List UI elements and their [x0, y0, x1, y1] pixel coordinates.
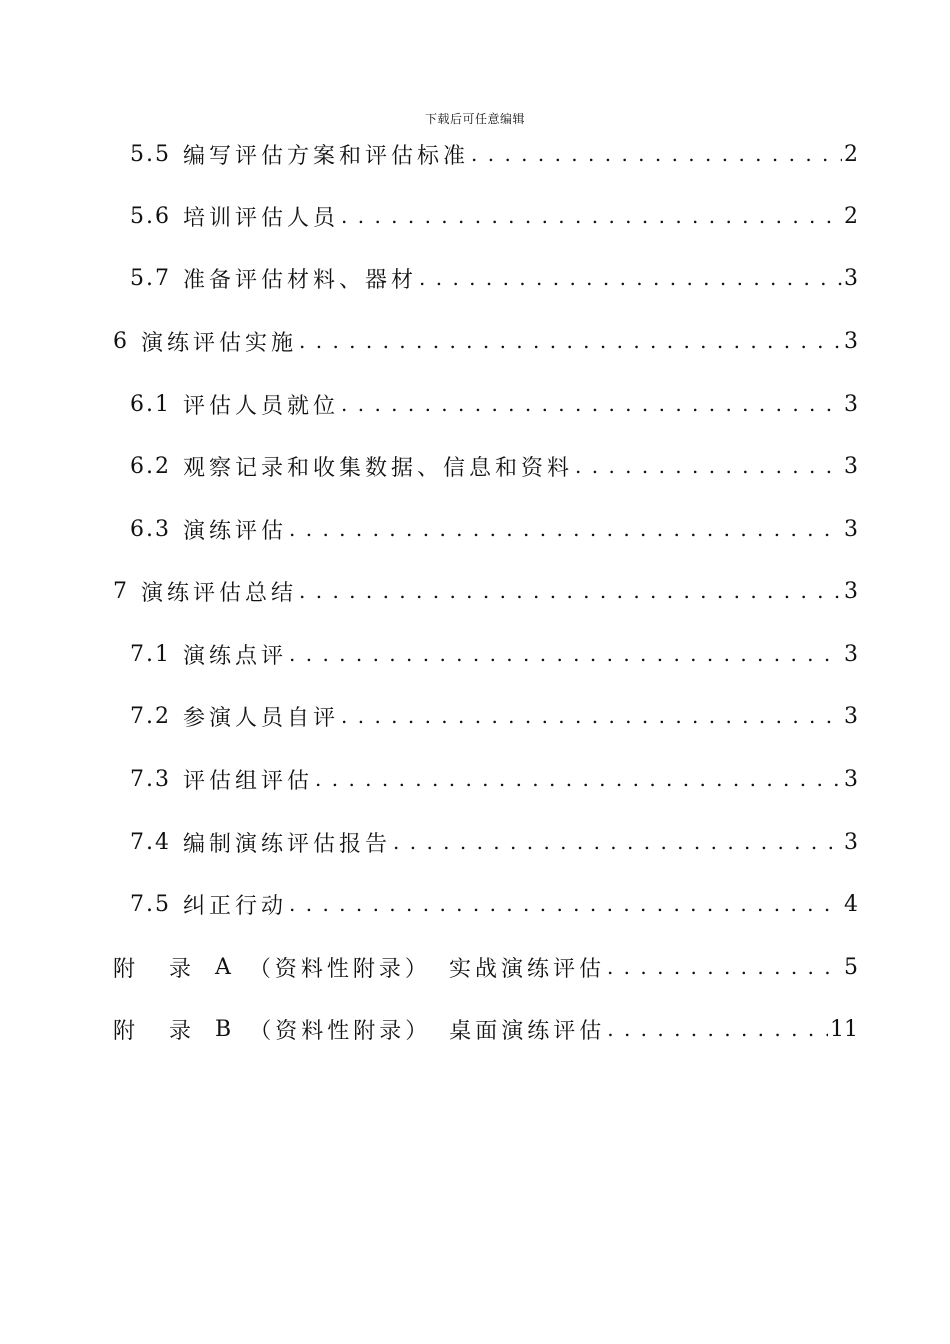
toc-entry-page: 3 [844, 516, 858, 542]
dot-leader [393, 829, 842, 855]
appendix-type: （资料性附录） [249, 1018, 432, 1044]
toc-entry[interactable] [113, 321, 858, 361]
dot-leader [607, 954, 842, 980]
toc-entry-title: 准备评估材料、器材 [183, 267, 418, 293]
dot-leader [471, 141, 842, 167]
toc-entry-page: 3 [844, 703, 858, 729]
toc-entry-number: 7.5 [130, 891, 171, 917]
appendix-title: 实战演练评估 [448, 956, 605, 982]
toc-appendix-entry[interactable] [113, 947, 858, 987]
toc-entry-page: 2 [844, 203, 858, 229]
toc-entry-page: 11 [830, 1016, 858, 1042]
toc-entry-page: 3 [844, 265, 858, 291]
toc-entry-title: 演练点评 [183, 643, 288, 669]
toc-entry-title: 纠正行动 [183, 893, 288, 919]
toc-entry-page: 3 [844, 829, 858, 855]
toc-entry[interactable] [130, 446, 858, 486]
appendix-type: （资料性附录） [248, 956, 431, 982]
appendix-label-char: 附 [113, 1018, 136, 1044]
toc-entry-title: 编写评估方案和评估标准 [183, 143, 470, 169]
toc-entry-number: 6.2 [130, 453, 171, 479]
toc-entry-title: 演练评估总结 [141, 580, 298, 606]
page-header: 下载后可任意编辑 [424, 112, 525, 126]
toc-entry-number: 7.4 [130, 829, 171, 855]
dot-leader [289, 641, 842, 667]
appendix-label-char: 录 [169, 956, 192, 982]
toc-entry-title: 培训评估人员 [183, 205, 340, 231]
toc-entry-page: 3 [844, 641, 858, 667]
dot-leader [419, 265, 842, 291]
dot-leader [299, 578, 842, 604]
dot-leader [341, 203, 842, 229]
dot-leader [607, 1016, 828, 1042]
dot-leader [575, 453, 842, 479]
dot-leader [341, 703, 842, 729]
dot-leader [289, 891, 842, 917]
toc-entry-page: 3 [844, 328, 858, 354]
toc-entry-number: 7.3 [130, 766, 171, 792]
toc-entry-title: 观察记录和收集数据、信息和资料 [183, 455, 574, 481]
toc-entry-page: 3 [844, 453, 858, 479]
appendix-letter: B [215, 1016, 232, 1042]
appendix-label-char: 附 [113, 956, 136, 982]
toc-entry-number: 6 [113, 328, 129, 354]
toc-entry-number: 7.1 [130, 641, 171, 667]
toc-entry-title: 评估组评估 [183, 768, 314, 794]
appendix-title: 桌面演练评估 [449, 1018, 606, 1044]
toc-entry[interactable] [130, 384, 858, 424]
toc-entry[interactable] [130, 884, 858, 924]
toc-entry-title: 编制演练评估报告 [183, 831, 392, 857]
dot-leader [289, 516, 842, 542]
toc-entry-page: 2 [844, 141, 858, 167]
appendix-letter: A [215, 954, 231, 980]
dot-leader [299, 328, 842, 354]
toc-entry-number: 5.5 [130, 141, 171, 167]
toc-entry-number: 7 [113, 578, 129, 604]
toc-entry-page: 5 [844, 954, 858, 980]
toc-appendix-entry[interactable] [113, 1009, 858, 1049]
toc-entry-title: 演练评估实施 [141, 330, 298, 356]
toc-entry-number: 7.2 [130, 703, 171, 729]
appendix-label-char: 录 [169, 1018, 192, 1044]
toc-entry-title: 评估人员就位 [183, 393, 340, 419]
toc-entry-page: 3 [844, 391, 858, 417]
dot-leader [315, 766, 842, 792]
toc-entry[interactable] [113, 571, 858, 611]
toc-entry[interactable] [130, 509, 858, 549]
toc-entry[interactable] [130, 196, 858, 236]
toc-entry-number: 5.7 [130, 265, 171, 291]
toc-entry[interactable] [130, 822, 858, 862]
toc-entry[interactable] [130, 134, 858, 174]
toc-entry[interactable] [130, 258, 858, 298]
toc-entry[interactable] [130, 696, 858, 736]
toc-entry-number: 6.3 [130, 516, 171, 542]
toc-entry-title: 参演人员自评 [183, 705, 340, 731]
toc-entry-page: 3 [844, 578, 858, 604]
toc-entry-page: 3 [844, 766, 858, 792]
toc-entry-number: 5.6 [130, 203, 171, 229]
toc-entry[interactable] [130, 759, 858, 799]
dot-leader [341, 391, 842, 417]
toc-entry-number: 6.1 [130, 391, 171, 417]
toc-entry[interactable] [130, 634, 858, 674]
toc-entry-page: 4 [844, 891, 858, 917]
toc-entry-title: 演练评估 [183, 518, 288, 544]
